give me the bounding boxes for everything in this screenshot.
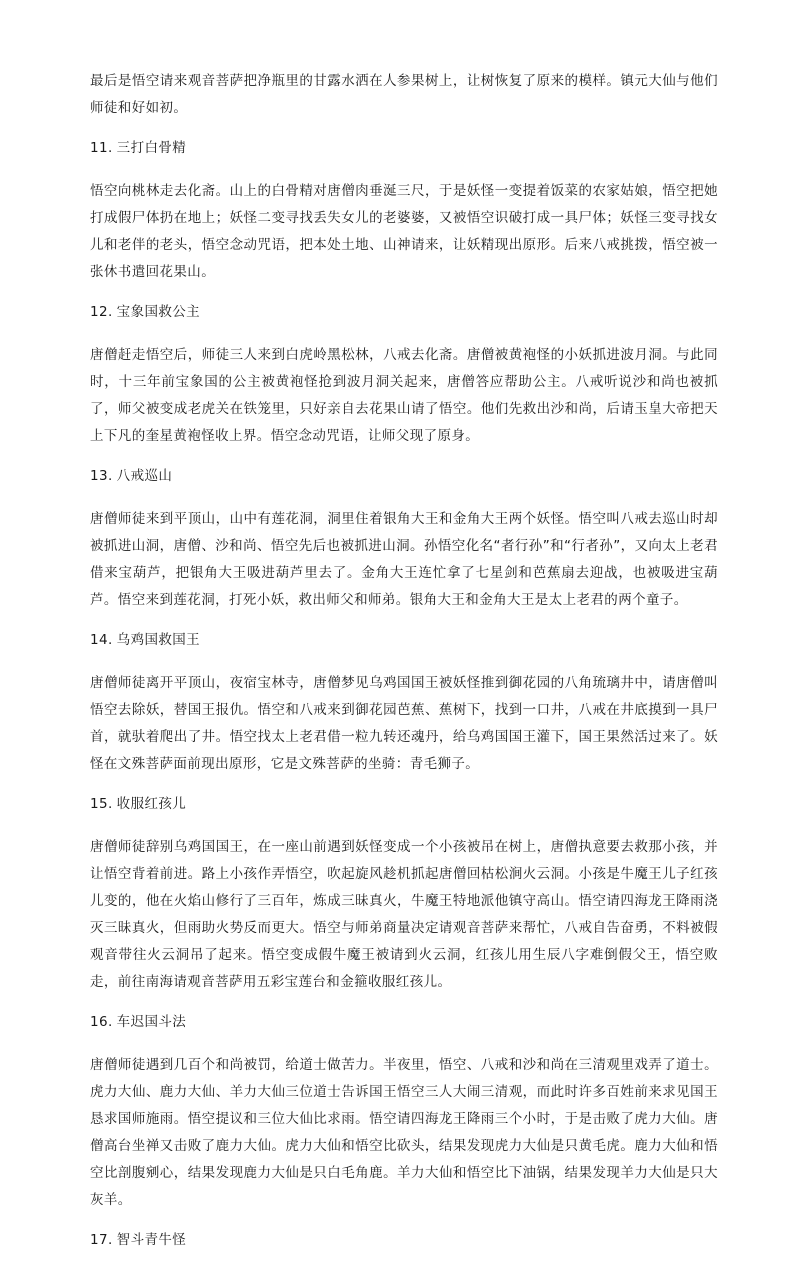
section-number: 15.	[90, 796, 113, 812]
section-number: 17.	[90, 1232, 113, 1248]
section-heading	[90, 627, 718, 654]
section-17	[90, 1227, 718, 1254]
section-heading	[90, 1227, 718, 1254]
section-title: 乌鸡国救国王	[116, 632, 201, 648]
section-body: 唐僧师徒辞别乌鸡国国王，在一座山前遇到妖怪变成一个小孩被吊在树上，唐僧执意要去救那小孩，并让悟空背着前进。路上小孩作弄悟空，吹起旋风趁机抓起唐僧回枯松涧火云洞。小孩是牛魔王儿子红孩儿变的，他在火焰山修行了三百年，炼成三昧真火，牛魔王特地派他镇守高山。悟空请四海龙王降雨浇灭三昧真火，但雨助火势反而更大。悟空与师弟商量决定请观音菩萨来帮忙，八戒自告奋勇，不料被假观音带往火云洞吊了起来。悟空变成假牛魔王被请到火云洞，红孩儿用生辰八字难倒假父王，悟空败走，前往南海请观音菩萨用五彩宝莲台和金箍收服红孩儿。	[90, 839, 718, 990]
section-heading	[90, 1009, 718, 1036]
section-title: 收服红孩儿	[116, 796, 187, 812]
section-heading	[90, 463, 718, 490]
section-16	[90, 1009, 718, 1214]
section-15	[90, 791, 718, 996]
section-number: 16.	[90, 1014, 113, 1030]
section-title: 三打白骨精	[116, 140, 187, 156]
section-number: 12.	[90, 304, 113, 320]
section-heading	[90, 135, 718, 162]
section-number: 13.	[90, 468, 113, 484]
section-body: 唐僧师徒离开平顶山，夜宿宝林寺，唐僧梦见乌鸡国国王被妖怪推到御花园的八角琉璃井中，请唐僧叫悟空去除妖，替国王报仇。悟空和八戒来到御花园芭蕉、蕉树下，找到一口井，八戒在井底摸到一具尸首，就驮着爬出了井。悟空找太上老君借一粒九转还魂丹，给乌鸡国国王灌下，国王果然活过来了。妖怪在文殊菩萨面前现出原形，它是文殊菩萨的坐骑：青毛狮子。	[90, 675, 718, 772]
section-number: 11.	[90, 140, 113, 156]
section-title: 车迟国斗法	[116, 1014, 187, 1030]
section-body: 悟空向桃林走去化斋。山上的白骨精对唐僧肉垂涎三尺，于是妖怪一变提着饭菜的农家姑娘，悟空把她打成假尸体扔在地上；妖怪二变寻找丢失女儿的老婆婆，又被悟空识破打成一具尸体；妖怪三变寻找女儿和老伴的老头，悟空念动咒语，把本处土地、山神请来，让妖精现出原形。后来八戒挑拨，悟空被一张休书遣回花果山。	[90, 183, 718, 280]
section-body: 唐僧赶走悟空后，师徒三人来到白虎岭黑松林，八戒去化斋。唐僧被黄袍怪的小妖抓进波月洞。与此同时，十三年前宝象国的公主被黄袍怪抢到波月洞关起来，唐僧答应帮助公主。八戒听说沙和尚也被抓了，师父被变成老虎关在铁笼里，只好亲自去花果山请了悟空。他们先救出沙和尚，后请玉皇大帝把天上下凡的奎星黄袍怪收上界。悟空念动咒语，让师父现了原身。	[90, 347, 718, 444]
section-11	[90, 135, 718, 286]
section-title: 宝象国救公主	[116, 304, 201, 320]
intro-paragraph: 最后是悟空请来观音菩萨把净瓶里的甘露水洒在人参果树上，让树恢复了原来的模样。镇元大仙与他们师徒和好如初。	[90, 73, 718, 116]
section-13	[90, 463, 718, 614]
section-number: 14.	[90, 632, 113, 648]
section-12	[90, 299, 718, 450]
section-title: 八戒巡山	[116, 468, 173, 484]
section-heading	[90, 299, 718, 326]
section-title: 智斗青牛怪	[116, 1232, 187, 1248]
section-body: 唐僧师徒来到平顶山，山中有莲花洞，洞里住着银角大王和金角大王两个妖怪。悟空叫八戒去巡山时却被抓进山洞，唐僧、沙和尚、悟空先后也被抓进山洞。孙悟空化名“者行孙”和“行者孙”，又向太上老君借来宝葫芦，把银角大王吸进葫芦里去了。金角大王连忙拿了七星剑和芭蕉扇去迎战，也被吸进宝葫芦。悟空来到莲花洞，打死小妖，救出师父和师弟。银角大王和金角大王是太上老君的两个童子。	[90, 511, 718, 608]
document-page	[90, 68, 718, 1270]
section-heading	[90, 791, 718, 818]
section-body: 唐僧师徒遇到几百个和尚被罚，给道士做苦力。半夜里，悟空、八戒和沙和尚在三清观里戏弄了道士。虎力大仙、鹿力大仙、羊力大仙三位道士告诉国王悟空三人大闹三清观，而此时许多百姓前来求见国王恳求国师施雨。悟空提议和三位大仙比求雨。悟空请四海龙王降雨三个小时，于是击败了虎力大仙。唐僧高台坐禅又击败了鹿力大仙。虎力大仙和悟空比砍头，结果发现虎力大仙是只黄毛虎。鹿力大仙和悟空比剖腹剜心，结果发现鹿力大仙是只白毛角鹿。羊力大仙和悟空比下油锅，结果发现羊力大仙是只大灰羊。	[90, 1057, 718, 1208]
section-14	[90, 627, 718, 778]
